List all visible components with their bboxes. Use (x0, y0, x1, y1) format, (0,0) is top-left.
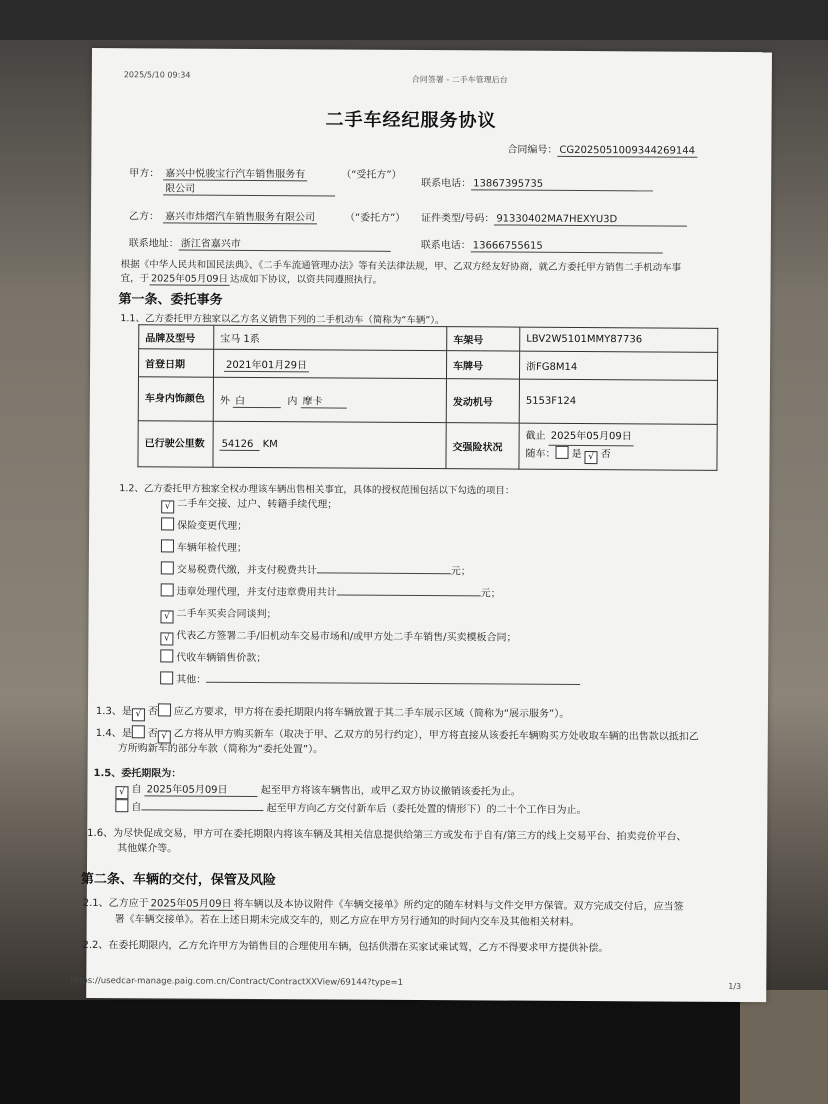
footer-page-number: 1/3 (728, 981, 742, 991)
auth-checkbox-4[interactable] (161, 561, 174, 574)
party-a-phone: 联系电话： 13867395735 (421, 174, 653, 191)
color-cell: 外 白 内 摩卡 (213, 377, 446, 422)
term-option-2-checkbox[interactable] (115, 799, 128, 812)
term-option-1-checkbox[interactable]: √ (115, 786, 128, 799)
party-a-name-line2: 限公司 (163, 179, 335, 196)
exterior-color: 白 (233, 391, 281, 407)
vin-label: 车架号 (447, 327, 520, 351)
auth-item-1: √ 二手车交接、过户、转籍手续代理； (161, 494, 337, 514)
party-b-phone: 联系电话： 13666755615 (421, 236, 663, 253)
plate-value: 浙FG8M14 (519, 351, 717, 380)
party-b-role: （“委托方”） (344, 212, 406, 224)
auth-item-5: 违章处理代理，并支付违章费用共计 元； (161, 582, 501, 599)
auth-checkbox-2[interactable] (161, 517, 174, 530)
dark-object-bottom (0, 1000, 828, 1104)
party-a-label: 甲方： (129, 168, 160, 180)
contract-number-value: CG2025051009344269144 (557, 145, 697, 158)
engine-label: 发动机号 (446, 379, 519, 423)
party-b-address: 联系地址： 浙江省嘉兴市 (129, 234, 391, 252)
auth-item-8: 代收车辆销售价款； (160, 648, 266, 664)
c14-yes-checkbox[interactable] (132, 725, 145, 738)
insurance-no-checkbox[interactable]: √ (585, 451, 598, 464)
clause-1-2: 1.2、乙方委托甲方独家全权办理该车辆出售相关事宜，具体的授权范围包括以下勾选的项目： (119, 483, 515, 497)
clause-1-6-cont: 其他媒介等。 (117, 843, 178, 855)
insurance-until: 2025年05月09日 (549, 429, 634, 447)
brand-label: 品牌及型号 (139, 325, 214, 349)
term-option-1: √ 自 2025年05月09日 起至甲方将该车辆售出，或甲乙双方协议撤销该委托为止。 (115, 780, 520, 801)
clause-1-4: 1.4、是 否 √ 乙方将从甲方购买新车（取决于甲、乙双方的另行约定），甲方将直接从该委托车辆购买方处收取车辆的出售款以抵扣乙 (96, 724, 699, 747)
page-title: 二手车经纪服务协议 (325, 109, 497, 132)
color-label: 车身内饰颜色 (138, 377, 213, 421)
mileage-cell: 54126 KM (213, 421, 446, 468)
insurance-yes-checkbox[interactable] (555, 446, 568, 459)
auth-item-7: √ 代表乙方签署二手/旧机动车交易市场和/或甲方处二手车销售/买卖模板合同； (160, 626, 516, 647)
article-1-title: 第一条、委托事务 (118, 292, 223, 308)
party-a-name-line1: 嘉兴中悦骏宝行汽车销售服务有 (163, 164, 307, 181)
c13-yes-checkbox[interactable]: √ (132, 708, 145, 721)
print-system-title: 合同签署 - 二手车管理后台 (411, 74, 508, 85)
desk-background (0, 0, 828, 40)
clause-1-6: 1.6、为尽快促成交易，甲方可在委托期限内将该车辆及其相关信息提供给第三方或发布于自有/第三方的线上交易平台、拍卖竞价平台、 (87, 827, 687, 843)
auth-checkbox-8[interactable] (160, 649, 173, 662)
desk-corner (740, 990, 828, 1104)
auth-item-3: 车辆年检代理； (161, 538, 247, 554)
auth-checkbox-5[interactable] (161, 583, 174, 596)
auth-item-2: 保险变更代理； (161, 516, 247, 532)
party-b-id: 证件类型/号码： 91330402MA7HEXYU3D (421, 209, 687, 227)
auth-item-9: 其他： (160, 670, 580, 688)
mileage-value: 54126 (220, 438, 260, 450)
party-b-label: 乙方： (128, 211, 160, 223)
clause-2-1-cont: 署《车辆交接单》。若在上述日期未完成交车的，则乙方应在甲方另行通知的时间内交车及其他相关材料。 (114, 914, 580, 928)
auth-checkbox-6[interactable]: √ (160, 610, 173, 623)
interior-color: 摩卡 (301, 392, 347, 408)
clause-2-2: 2.2、在委托期限内，乙方允许甲方为销售目的合理使用车辆，包括供潜在买家试乘试驾，乙方不得要求甲方提供补偿。 (82, 939, 609, 955)
clause-1-5-title: 1.5、委托期限为： (93, 768, 182, 780)
article-2-title: 第二条、车辆的交付，保管及风险 (80, 871, 276, 889)
clause-2-1: 2.1、乙方应于 2025年05月09日 将车辆以及本协议附件《车辆交接单》所约定的随车材料与文件交甲方保管。双方完成交付后，应当签 (83, 894, 684, 914)
clause-1-4-cont: 方所购新车的部分车款（简称为“委托处置”）。 (117, 743, 324, 756)
reg-date-value: 2021年01月29日 (224, 355, 309, 372)
auth-checkbox-7[interactable]: √ (160, 632, 173, 645)
insurance-cell: 截止 2025年05月09日 随车： 是 √ 否 (519, 423, 717, 470)
term-start-date: 2025年05月09日 (145, 780, 258, 797)
mileage-label: 已行驶公里数 (138, 421, 213, 467)
clause-1-3: 1.3、是 √ 否 应乙方要求，甲方将在委托期限内将车辆放置于其二手车展示区域（简称为“展示服务”）。 (96, 702, 569, 724)
vehicle-table (137, 324, 718, 471)
reg-date-cell (213, 349, 446, 378)
preamble-line1: 根据《中华人民共和国民法典》、《二手车流通管理办法》等有关法律法规，甲、乙双方经友好协商，就乙方委托甲方销售二手机动车事 (120, 259, 682, 274)
plate-label: 车牌号 (446, 351, 519, 379)
auth-checkbox-9[interactable] (160, 671, 173, 684)
c14-no-checkbox[interactable]: √ (158, 730, 171, 743)
term-option-2: 自 起至甲方向乙方交付新车后（委托处置的情形下）的二十个工作日为止。 (115, 798, 586, 816)
auth-checkbox-1[interactable]: √ (161, 500, 174, 513)
auth-checkbox-3[interactable] (161, 539, 174, 552)
auth-item-4: 交易税费代缴，并支付税费共计 元； (161, 560, 471, 577)
c13-no-checkbox[interactable] (158, 703, 171, 716)
insurance-label: 交强险状况 (446, 423, 519, 469)
contract-number-label: 合同编号： (507, 144, 558, 156)
footer-url: https://usedcar-manage.paig.com.cn/Contract/ContractXXView/69144?type=1 (70, 975, 404, 988)
clause-1-1: 1.1、乙方委托甲方独家以乙方名义销售下列的二手机动车（简称为“车辆”）。 (120, 313, 445, 327)
brand-value: 宝马 1系 (214, 325, 447, 350)
delivery-date: 2025年05月09日 (149, 894, 234, 911)
party-b-name: 嘉兴市炜熠汽车销售服务有限公司 (163, 207, 317, 224)
contract-number (507, 141, 697, 158)
reg-date-label: 首登日期 (138, 349, 213, 377)
contract-page (70, 48, 772, 1002)
print-datetime: 2025/5/10 09:34 (123, 70, 191, 80)
preamble-line2: 宜，于 2025年05月09日 达成如下协议，以资共同遵照执行。 (121, 270, 382, 287)
auth-item-6: √ 二手车买卖合同谈判； (160, 604, 276, 624)
engine-value: 5153F124 (519, 379, 717, 424)
vin-value: LBV2W5101MMY87736 (520, 327, 718, 352)
party-a-role: （“受托方”） (341, 169, 402, 181)
